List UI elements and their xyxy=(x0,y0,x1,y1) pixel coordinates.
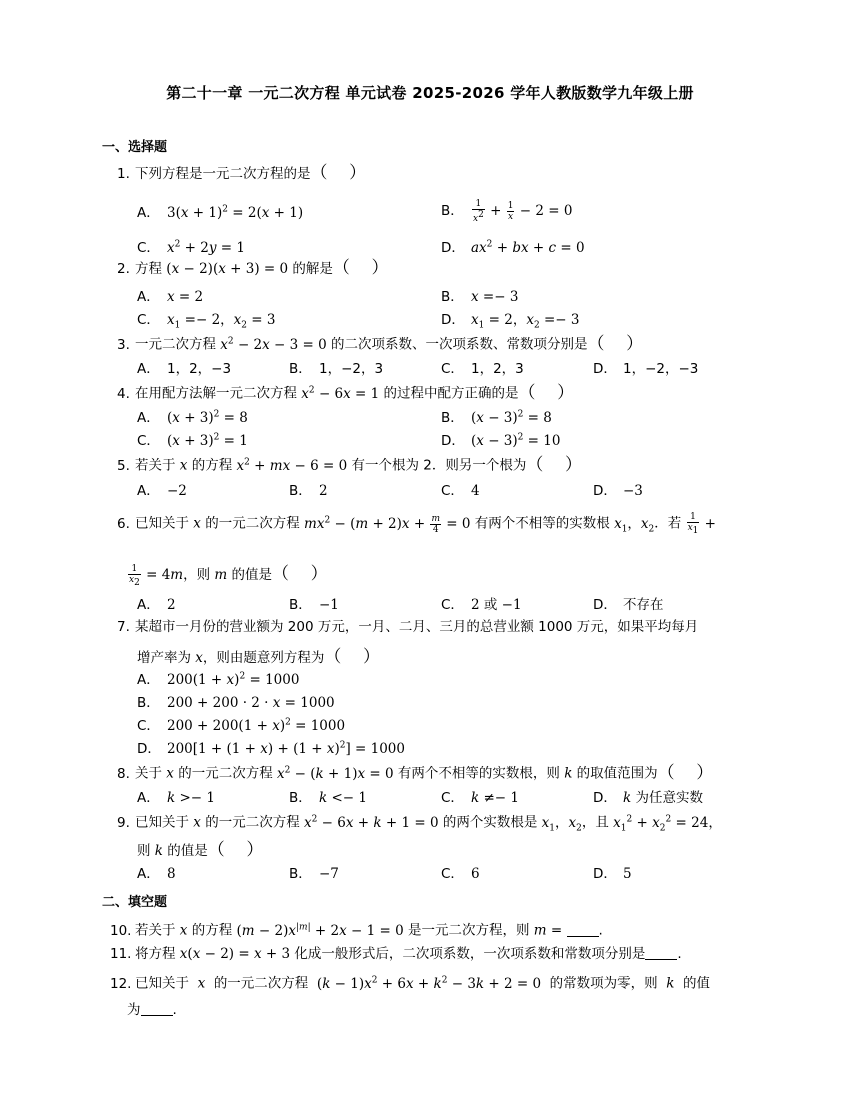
question-10: 10. 若关于 x 的方程 $(m - 2)x^{|m|} + 2x - 1 = 0$ 是一元二次方程，则 m = . xyxy=(110,922,603,939)
question-9-continued: 则 k 的值是（ ） xyxy=(137,840,264,860)
q4-option-b[interactable]: B． $(x - 3)^2 = 8$ xyxy=(441,409,552,426)
q2-option-d[interactable]: D． $x_1 = 2$，$x_2 =- 3$ xyxy=(441,312,580,331)
q1-option-c[interactable]: C． $x^2 + 2y = 1$ xyxy=(137,239,245,256)
q5-option-d[interactable]: D． −3 xyxy=(593,483,643,499)
q1-option-b[interactable]: B． $\frac{1}{x^2}$ + $\frac{1}{x}$ − 2 = 0 xyxy=(441,199,573,224)
question-6-continued: $\frac{1}{x_2}$ = 4m，则 m 的值是（ ） xyxy=(129,563,328,588)
section-heading-choice: 一、选择题 xyxy=(102,140,168,155)
q4-option-d[interactable]: D． $(x - 3)^2 = 10$ xyxy=(441,432,561,449)
q6-option-c[interactable]: C． 2 或 −1 xyxy=(441,597,522,613)
q7-option-b[interactable]: B． 200 + 200 · 2 · x = 1000 xyxy=(137,695,335,711)
q8-option-b[interactable]: B． k <− 1 xyxy=(289,790,367,806)
question-9: 9. 已知关于 x 的一元二次方程 $x^2 - 6x + k + 1 = 0$ 的两个实数根是 $x_1$，$x_2$，且 $x_1^2 + x_2^2 = 24$， xyxy=(117,814,722,834)
question-12: 12. 已知关于 x 的一元二次方程 $(k - 1)x^2 + 6x + k^2 - 3k + 2 = 0$ 的常数项为零，则 k 的值 xyxy=(110,975,711,992)
q4-option-c[interactable]: C． $(x + 3)^2 = 1$ xyxy=(137,432,248,449)
q6-option-a[interactable]: A． 2 xyxy=(137,597,176,613)
question-6: 6. 已知关于 x 的一元二次方程 $mx^2 - (m + 2)x$ + $\frac{m}{4}$ = 0 有两个不相等的实数根 $x_1$，$x_2$．若 $\frac{1}{x_1}$ + xyxy=(117,512,716,536)
question-8: 8. 关于 x 的一元二次方程 $x^2 - (k + 1)x = 0$ 有两个不相等的实数根，则 k 的取值范围为（ ） xyxy=(117,762,714,783)
q8-option-c[interactable]: C． k ≠− 1 xyxy=(441,790,519,806)
q8-option-a[interactable]: A． k >− 1 xyxy=(137,790,215,806)
q7-option-c[interactable]: C． $200 + 200(1 + x)^2 = 1000$ xyxy=(137,717,346,734)
answer-blank-10[interactable] xyxy=(567,922,599,937)
question-12-continued: 为 . xyxy=(127,1002,177,1018)
q3-option-a[interactable]: A． 1，2，−3 xyxy=(137,361,232,377)
question-7-continued: 增产率为 x，则由题意列方程为（ ） xyxy=(137,647,381,667)
answer-blank-11[interactable] xyxy=(645,945,677,960)
q9-option-c[interactable]: C． 6 xyxy=(441,866,480,882)
q5-option-c[interactable]: C． 4 xyxy=(441,483,480,499)
q9-option-a[interactable]: A． 8 xyxy=(137,866,176,882)
q2-option-a[interactable]: A． x = 2 xyxy=(137,289,204,305)
answer-blank-12[interactable] xyxy=(141,1001,173,1016)
q2-option-b[interactable]: B． x =− 3 xyxy=(441,289,519,305)
q7-option-a[interactable]: A． $200(1 + x)^2 = 1000$ xyxy=(137,671,300,688)
q1-option-a[interactable]: A． $3(x + 1)^2 = 2(x + 1)$ xyxy=(137,204,304,221)
q9-option-b[interactable]: B． −7 xyxy=(289,866,339,882)
q9-option-d[interactable]: D． 5 xyxy=(593,866,632,882)
question-4: 4. 在用配方法解一元二次方程 $x^2 - 6x = 1$ 的过程中配方正确的是（ ） xyxy=(117,382,575,403)
q8-option-d[interactable]: D． k 为任意实数 xyxy=(593,790,703,806)
q3-option-d[interactable]: D． 1，−2，−3 xyxy=(593,361,699,377)
q2-option-c[interactable]: C． $x_1 =- 2$，$x_2 = 3$ xyxy=(137,312,276,331)
question-2: 2. 方程 (x − 2)(x + 3) = 0 的解是（ ） xyxy=(117,258,389,278)
question-11: 11. 将方程 x(x − 2) = x + 3 化成一般形式后，二次项系数，一次项系数和常数项分别是 . xyxy=(110,946,682,962)
q6-option-b[interactable]: B． −1 xyxy=(289,597,339,613)
q6-option-d[interactable]: D． 不存在 xyxy=(593,597,664,613)
page-title: 第二十一章 一元二次方程 单元试卷 2025-2026 学年人教版数学九年级上册 xyxy=(166,84,694,102)
q3-option-c[interactable]: C． 1，2，3 xyxy=(441,361,524,377)
question-5: 5. 若关于 x 的方程 $x^2$ + mx − 6 = 0 有一个根为 2．则另一个根为（ ） xyxy=(117,454,582,475)
section-heading-fill: 二、填空题 xyxy=(102,895,168,910)
q4-option-a[interactable]: A． $(x + 3)^2 = 8$ xyxy=(137,409,248,426)
question-1: 1. 下列方程是一元二次方程的是（ ） xyxy=(117,163,367,183)
q3-option-b[interactable]: B． 1，−2，3 xyxy=(289,361,384,377)
q5-option-b[interactable]: B． 2 xyxy=(289,483,328,499)
q1-option-d[interactable]: D． $ax^2$ + bx + c = 0 xyxy=(441,239,585,256)
q7-option-d[interactable]: D． $200[1 + (1 + x) + (1 + x)^2] = 1000$ xyxy=(137,740,405,757)
question-7: 7. 某超市一月份的营业额为 200 万元，一月、二月、三月的总营业额 1000 万元，如果平均每月 xyxy=(117,619,699,635)
question-3: 3. 一元二次方程 $x^2 - 2x - 3 = 0$ 的二次项系数、一次项系数、常数项分别是（ ） xyxy=(117,333,644,354)
q5-option-a[interactable]: A． −2 xyxy=(137,483,187,499)
